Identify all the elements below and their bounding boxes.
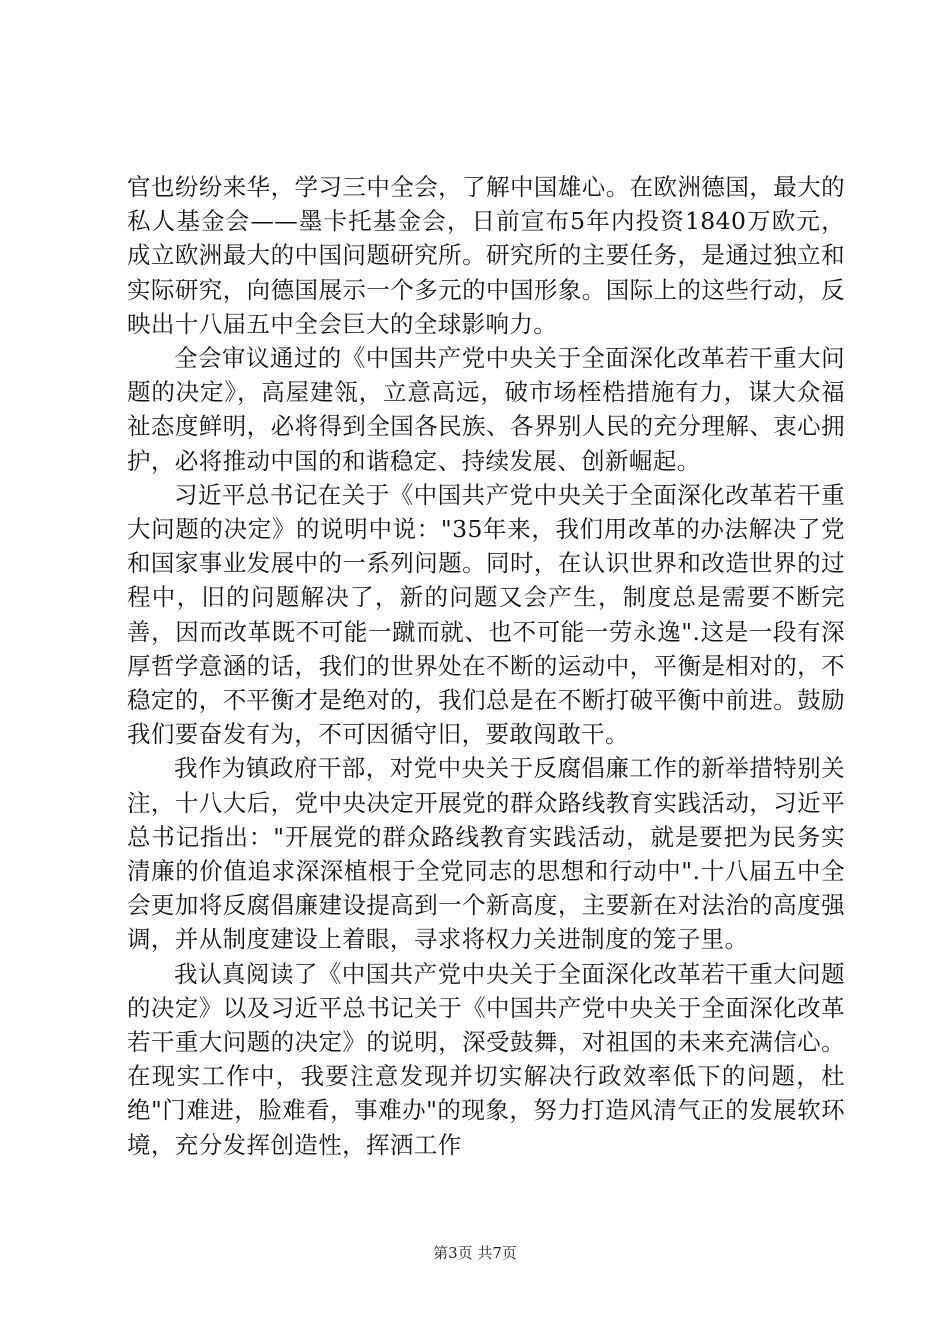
paragraph-1: 官也纷纷来华，学习三中全会，了解中国雄心。在欧洲德国，最大的私人基金会——墨卡托基金会，日前宣布5年内投资1840万欧元，成立欧洲最大的中国问题研究所。研究所的主要任务，是通过独立和实际研究，向德国展示一个多元的中国形象。国际上的这些行动，反映出十八届五中全会巨大的全球影响力。	[127, 173, 845, 338]
paragraph-5: 我认真阅读了《中国共产党中央关于全面深化改革若干重大问题的决定》以及习近平总书记关于《中国共产党中央关于全面深化改革若干重大问题的决定》的说明，深受鼓舞，对祖国的未来充满信心。在现实工作中，我要注意发现并切实解决行政效率低下的问题，杜绝"门难进，脸难看，事难办"的现象，努力打造风清气正的发展软环境，充分发挥创造性，挥洒工作	[127, 959, 845, 1159]
paragraph-2: 全会审议通过的《中国共产党中央关于全面深化改革若干重大问题的决定》，高屋建瓴，立意高远，破市场桎梏措施有力，谋大众福祉态度鲜明，必将得到全国各民族、各界别人民的充分理解、衷心拥护，必将推动中国的和谐稳定、持续发展、创新崛起。	[127, 344, 845, 475]
paragraph-4: 我作为镇政府干部，对党中央关于反腐倡廉工作的新举措特别关注，十八大后，党中央决定开展党的群众路线教育实践活动，习近平总书记指出："开展党的群众路线教育实践活动，就是要把为民务实清廉的价值追求深深植根于全党同志的思想和行动中".十八届五中全会更加将反腐倡廉建设提高到一个新高度，主要新在对法治的高度强调，并从制度建设上着眼，寻求将权力关进制度的笼子里。	[127, 754, 845, 954]
paragraph-3: 习近平总书记在关于《中国共产党中央关于全面深化改革若干重大问题的决定》的说明中说："35年来，我们用改革的办法解决了党和国家事业发展中的一系列问题。同时，在认识世界和改造世界的过程中，旧的问题解决了，新的问题又会产生，制度总是需要不断完善，因而改革既不可能一蹴而就、也不可能一劳永逸".这是一段有深厚哲学意涵的话，我们的世界处在不断的运动中，平衡是相对的，不稳定的，不平衡才是绝对的，我们总是在不断打破平衡中前进。鼓励我们要奋发有为，不可因循守旧，要敢闯敢干。	[127, 480, 845, 749]
document-body	[127, 170, 845, 1162]
page-number-footer: 第3页 共7页	[433, 1244, 517, 1262]
